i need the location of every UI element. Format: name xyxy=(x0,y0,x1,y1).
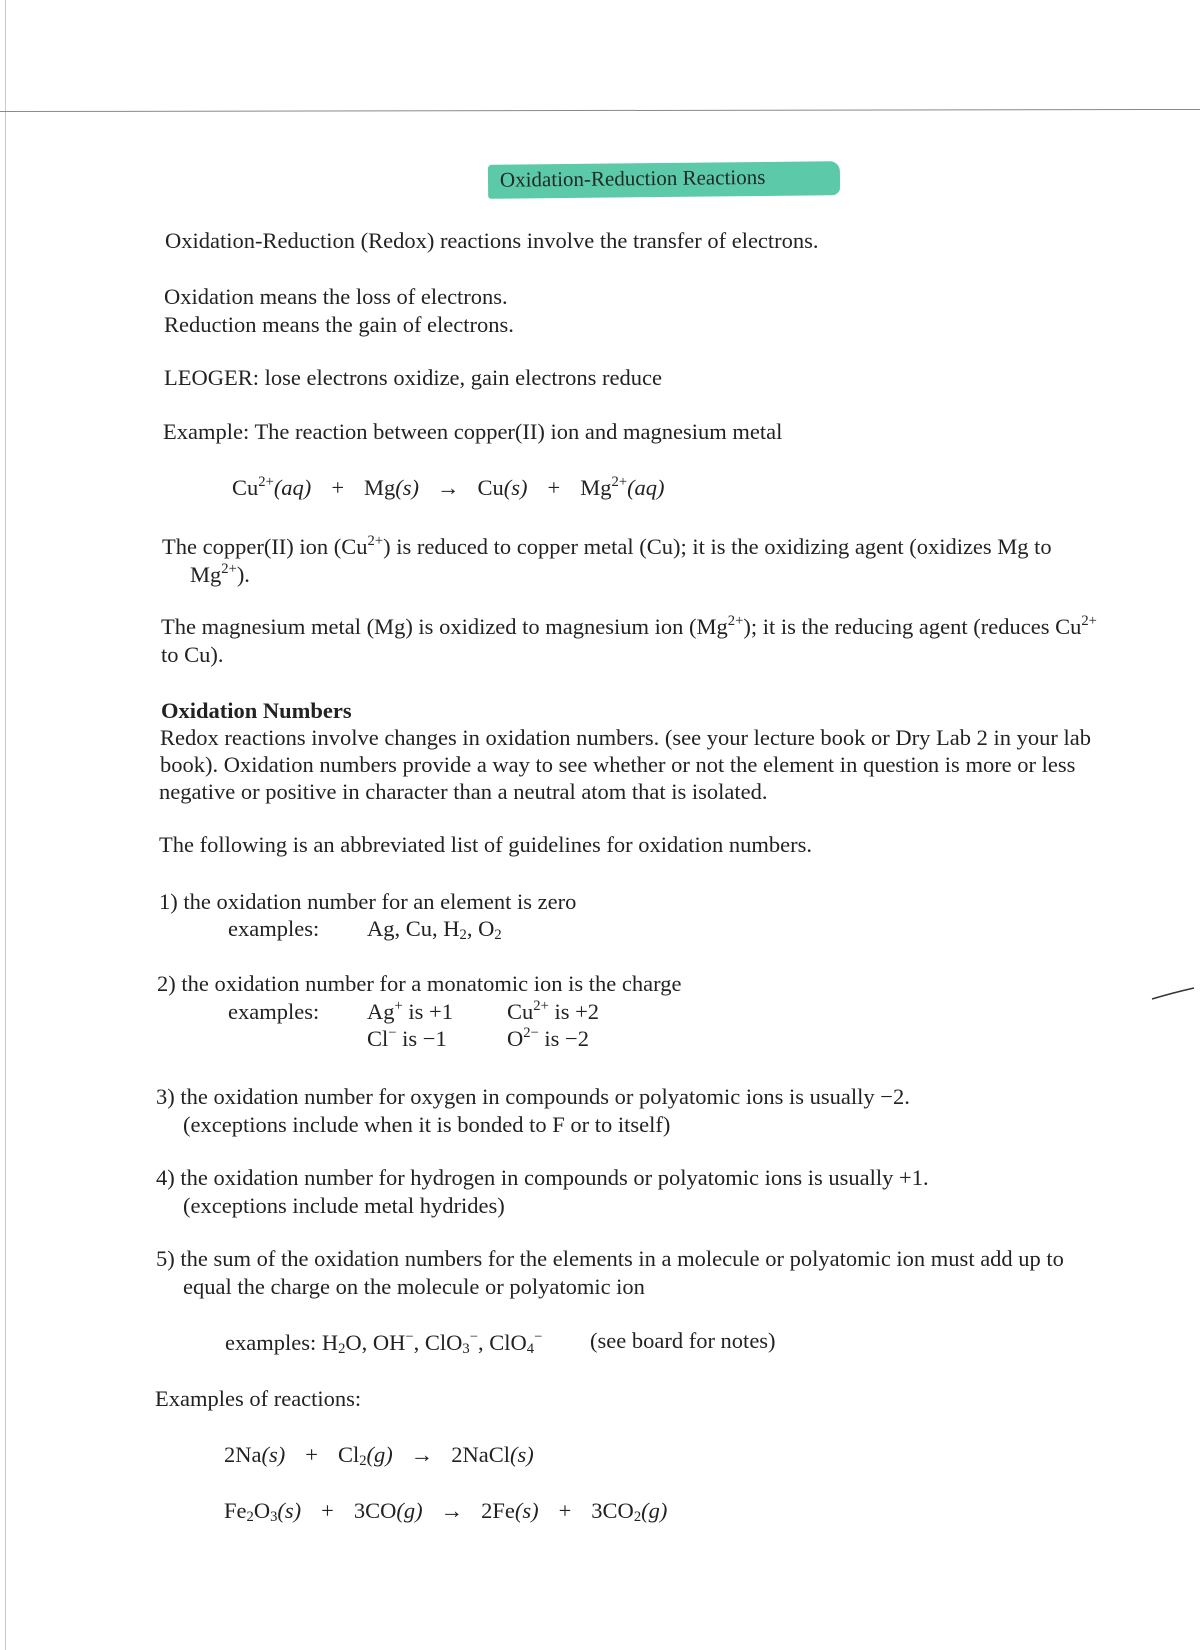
eq3-product-2: $3CO_2(g)$ xyxy=(591,1498,668,1525)
oxidation-para-line-1: Redox reactions involve changes in oxidation numbers. (see your lecture book or Dry Lab 2 in your lab xyxy=(160,725,1092,750)
copper-paragraph-line-2: $Mg^{2+}$). xyxy=(190,561,250,587)
eq2-product-1: 2NaCl(s) xyxy=(451,1442,534,1467)
eq1-reactant-1: $Cu^{2+}(aq)$ xyxy=(232,474,312,500)
rule-3-line-2: (exceptions include when it is bonded to F or to itself) xyxy=(183,1112,671,1137)
rule-2-example-ag: Ag+ is +1 xyxy=(367,998,453,1024)
leoger-mnemonic: LEOGER: lose electrons oxidize, gain electrons reduce xyxy=(164,365,662,390)
rule-5-line-1: 5) the sum of the oxidation numbers for the elements in a molecule or polyatomic ion must add up to xyxy=(156,1246,1064,1271)
guidelines-intro: The following is an abbreviated list of guidelines for oxidation numbers. xyxy=(159,832,812,857)
eq1-product-2: $Mg^{2+}(aq)$ xyxy=(580,474,665,500)
page-edge xyxy=(5,0,6,1650)
rule-2-example-cu: $Cu^{2+}$ is +2 xyxy=(507,998,600,1024)
rule-2: 2) the oxidation number for a monatomic ion is the charge xyxy=(157,971,682,996)
reaction-arrow: → xyxy=(437,475,460,500)
rule-2-examples-label: examples: xyxy=(228,999,320,1024)
rule-5-note: (see board for notes) xyxy=(590,1328,776,1353)
eq3-product-1: 2Fe(s) xyxy=(481,1498,539,1523)
rule-1-examples: Ag, Cu, $H_2$, $O_2$ xyxy=(367,916,502,943)
copper-paragraph-line-1: The copper(II) ion $(Cu^{2+})$ is reduced to copper metal (Cu); it is the oxidizing agent (oxidizes Mg to xyxy=(162,533,1052,559)
header-rule xyxy=(0,109,1200,112)
rule-2-example-o: $O^{2-}$ is −2 xyxy=(507,1025,589,1051)
example-intro: Example: The reaction between copper(II) ion and magnesium metal xyxy=(163,419,783,444)
rule-5-examples: examples: $H_2O$, OH−, ClO$_3$−, ClO$_4$− xyxy=(225,1329,543,1357)
rule-4-line-2: (exceptions include metal hydrides) xyxy=(183,1193,505,1218)
eq2-reactant-2: $Cl_2(g)$ xyxy=(337,1442,393,1469)
eq2-reactant-1: 2Na(s) xyxy=(224,1442,286,1467)
eq1-product-1: Cu(s) xyxy=(477,475,528,500)
rule-4-line-1: 4) the oxidation number for hydrogen in compounds or polyatomic ions is usually +1. xyxy=(156,1165,929,1190)
oxidation-para-line-2: book). Oxidation numbers provide a way to see whether or not the element in question is more or less xyxy=(160,752,1076,777)
reduction-definition: Reduction means the gain of electrons. xyxy=(164,312,514,337)
rule-1-examples-label: examples: xyxy=(228,916,320,941)
equation-cu-mg: $Cu^{2+}(aq) + Mg(s) \to Cu(s) + Mg^{2+}(aq)$ xyxy=(232,474,665,500)
oxidation-para-line-3: negative or positive in character than a neutral atom that is isolated. xyxy=(159,779,768,804)
eq3-reactant-2: 3CO(g) xyxy=(353,1498,423,1523)
section-heading-oxidation-numbers: Oxidation Numbers xyxy=(161,698,352,723)
rule-5-line-2: equal the charge on the molecule or polyatomic ion xyxy=(183,1274,645,1299)
rule-3-line-1: 3) the oxidation number for oxygen in compounds or polyatomic ions is usually −2. xyxy=(156,1084,910,1109)
magnesium-paragraph-line-1: The magnesium metal (Mg) is oxidized to magnesium ion $(Mg^{2+})$; it is the reducing agent (reduces $Cu^{2+}$ xyxy=(161,613,1097,639)
intro-text: Oxidation-Reduction (Redox) reactions involve the transfer of electrons. xyxy=(165,228,819,253)
pen-mark xyxy=(1150,985,1196,1005)
oxidation-definition: Oxidation means the loss of electrons. xyxy=(164,284,508,309)
equation-na-cl: $2Na(s) + Cl_2(g)$ → 2NaCl(s) xyxy=(224,1442,534,1469)
page-title-highlight xyxy=(488,161,840,199)
eq3-reactant-1: $Fe_2O_3(s)$ xyxy=(224,1498,302,1525)
equation-fe2o3-co: $Fe_2O_3(s) + 3CO(g) \to 2Fe(s) + 3CO_2(g)$ xyxy=(224,1498,668,1525)
rule-2-example-cl: Cl− is −1 xyxy=(367,1025,447,1051)
magnesium-paragraph-line-2: to Cu). xyxy=(161,642,224,667)
eq1-reactant-2: Mg(s) xyxy=(364,475,420,500)
rule-1: 1) the oxidation number for an element is zero xyxy=(159,889,577,914)
page-title: Oxidation-Reduction Reactions xyxy=(499,164,766,192)
reaction-arrow: → xyxy=(410,1442,434,1467)
reactions-heading: Examples of reactions: xyxy=(155,1386,362,1411)
reaction-arrow: → xyxy=(440,1498,464,1523)
